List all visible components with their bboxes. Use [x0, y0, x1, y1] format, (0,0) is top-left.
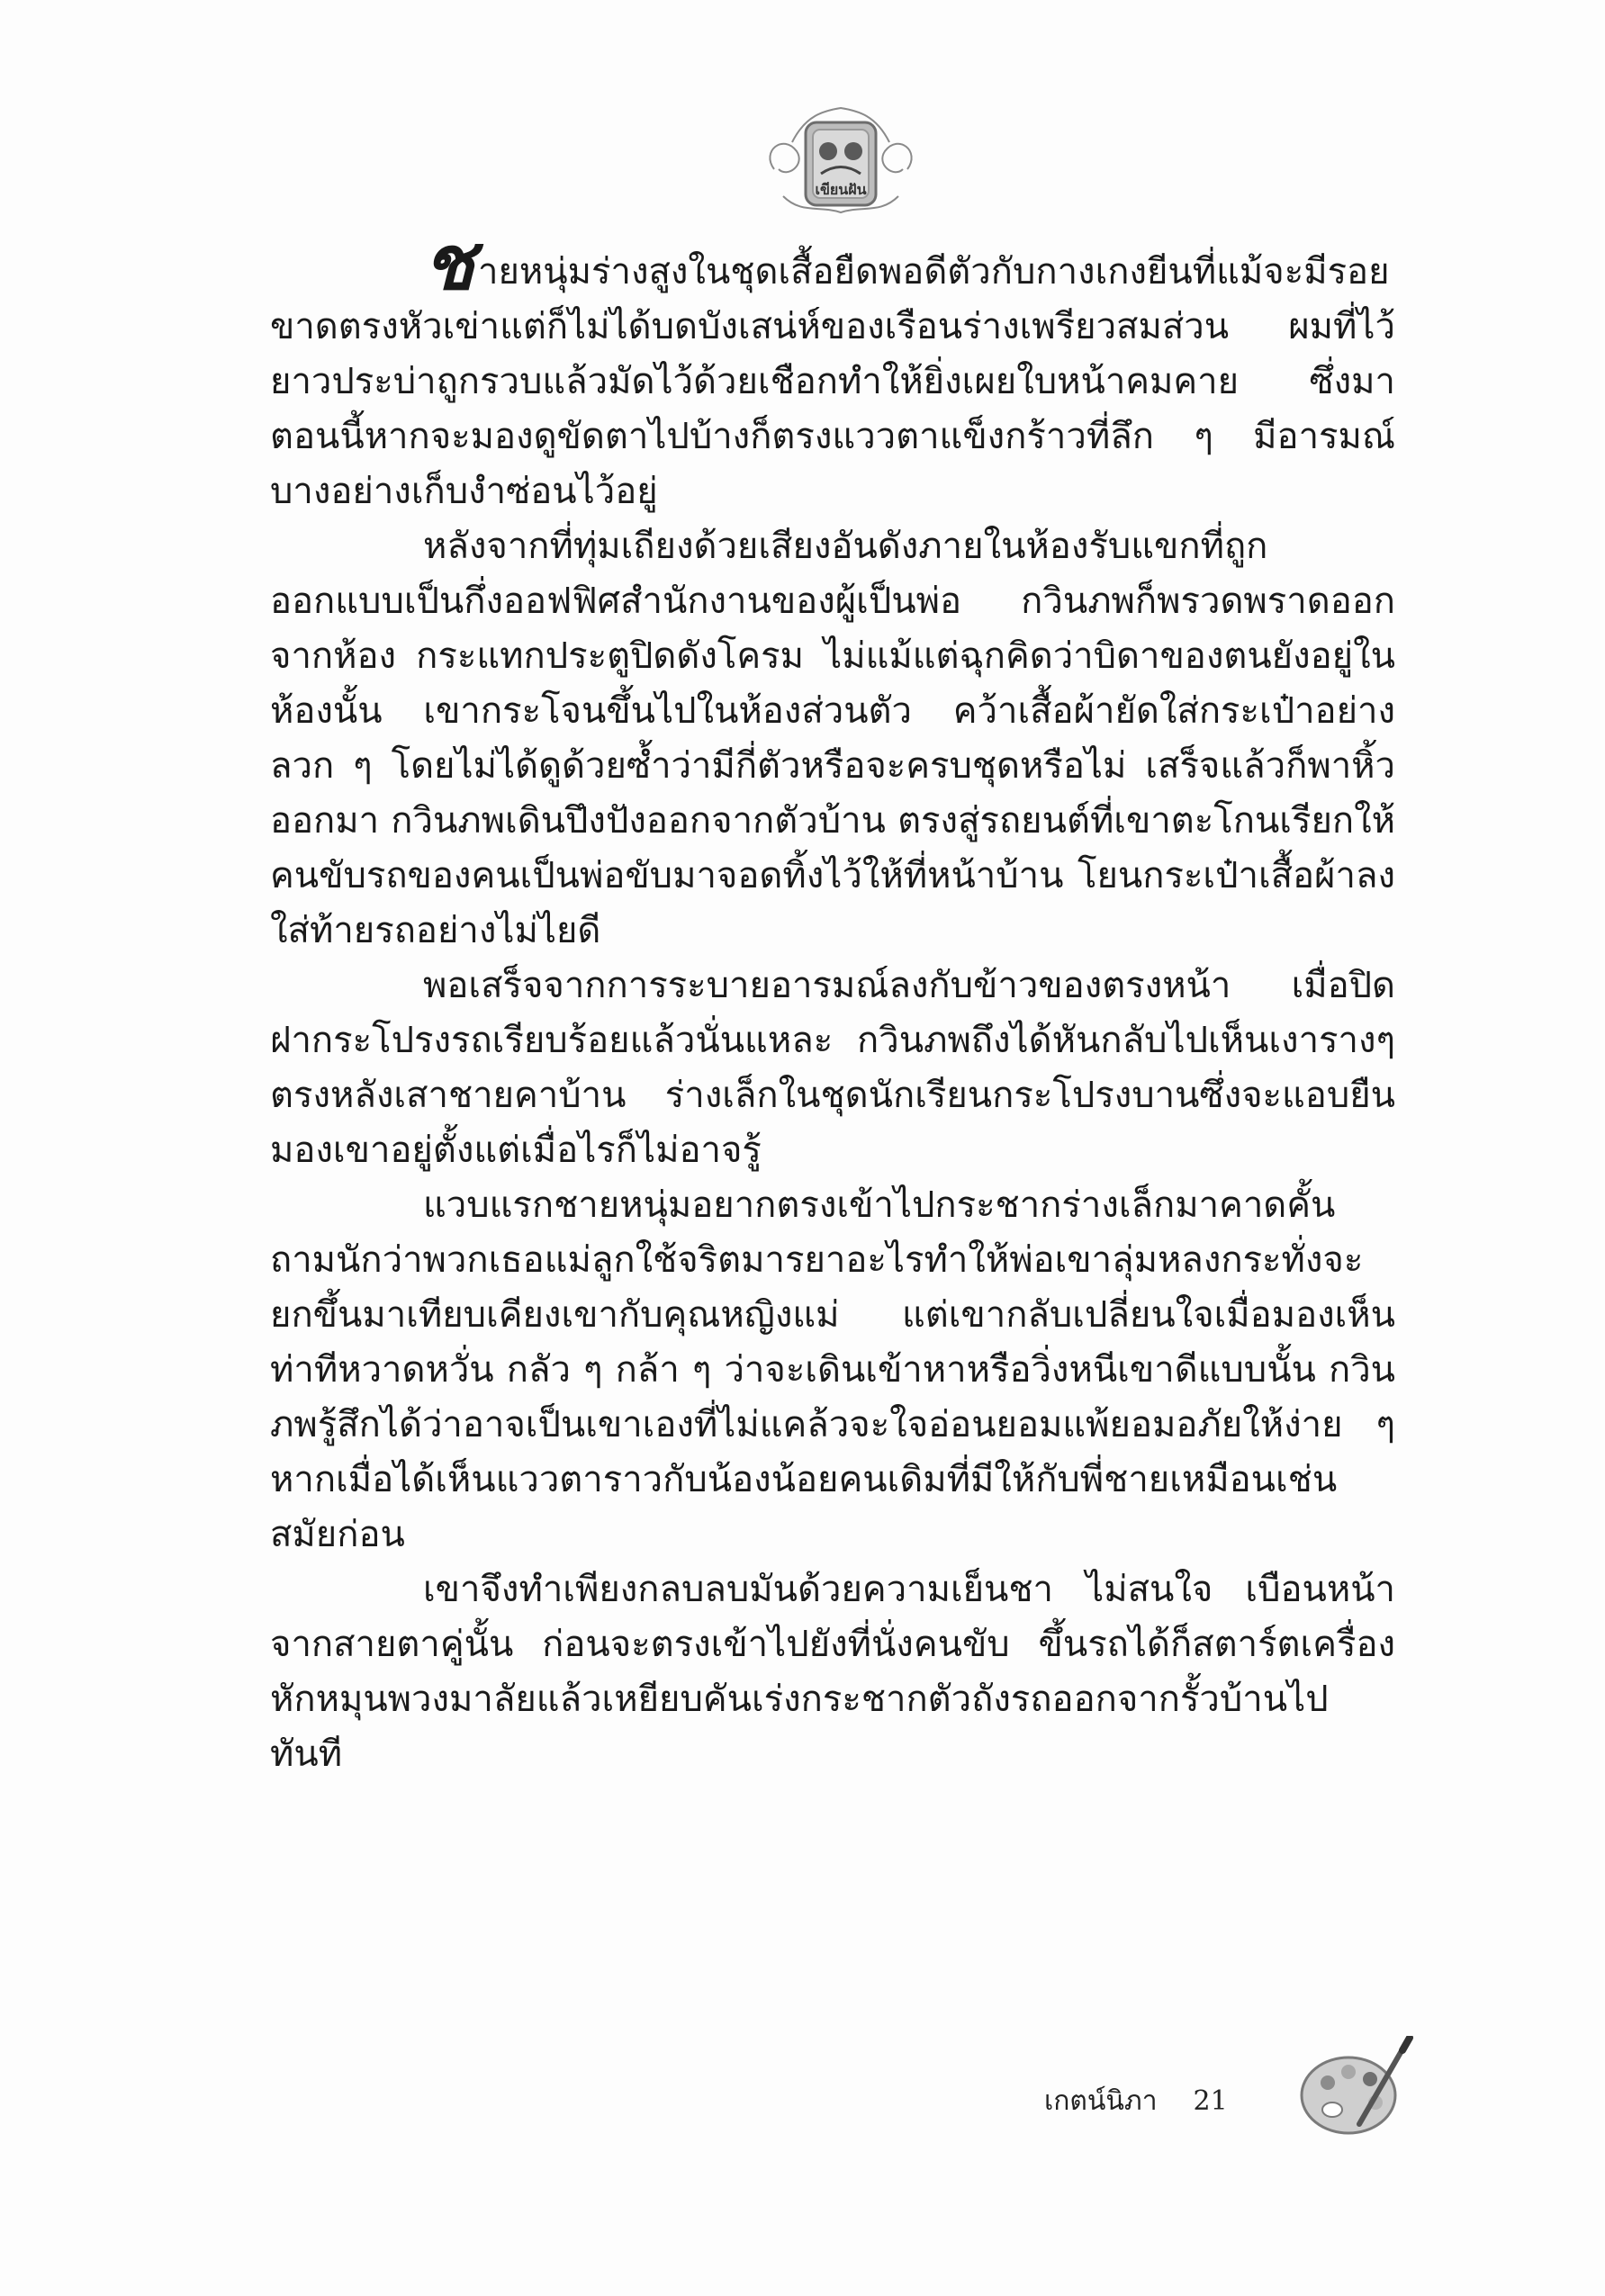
- story-paragraph-5: เขาจึงทำเพียงกลบลบมันด้วยความเย็นชา ไม่สนใจ เบือนหน้าจากสายตาคู่นั้น ก่อนจะตรงเข้าไปยังที่นั่งคนขับ ขึ้นรถได้ก็สตาร์ตเครื่องหักหมุนพวงมาลัยแล้วเหยียบคันเร่งกระชากตัวถังรถออกจากรั้วบ้านไปทันที: [270, 1569, 1395, 1775]
- story-paragraph-3: พอเสร็จจากการระบายอารมณ์ลงกับข้าวของตรงหน้า เมื่อปิดฝากระโปรงรถเรียบร้อยแล้วนั่นแหละ กวินภพถึงได้หันกลับไปเห็นเงารางๆ ตรงหลังเสาชายคาบ้าน ร่างเล็กในชุดนักเรียนกระโปรงบานซึ่งจะแอบยืนมองเขาอยู่ตั้งแต่เมื่อไรก็ไม่อาจรู้: [270, 965, 1395, 1171]
- story-body: [270, 218, 1395, 1782]
- drop-cap: ช: [423, 218, 475, 307]
- emblem-label: เขียนฝัน: [815, 181, 867, 198]
- palette-brush-icon: [1296, 2036, 1413, 2144]
- author-name: เกตน์นิภา: [1044, 2084, 1158, 2117]
- story-paragraph-4: แวบแรกชายหนุ่มอยากตรงเข้าไปกระชากร่างเล็กมาคาดคั้นถามนักว่าพวกเธอแม่ลูกใช้จริตมารยาอะไรทำให้พ่อเขาลุ่มหลงกระทั่งจะยกขึ้นมาเทียบเคียงเขากับคุณหญิงแม่ แต่เขากลับเปลี่ยนใจเมื่อมองเห็นท่าทีหวาดหวั่น กลัว ๆ กล้า ๆ ว่าจะเดินเข้าหาหรือวิ่งหนีเขาดีแบบนั้น กวินภพรู้สึกได้ว่าอาจเป็นเขาเองที่ไม่แคล้วจะใจอ่อนยอมแพ้ยอมอภัยให้ง่าย ๆ หากเมื่อได้เห็นแววตาราวกับน้องน้อยคนเดิมที่มีให้กับพี่ชายเหมือนเช่นสมัยก่อน: [270, 1184, 1395, 1555]
- paragraph-text: ายหนุ่มร่างสูงในชุดเสื้อยืดพอดีตัวกับกางเกงยีนที่แม้จะมีรอยขาดตรงหัวเข่าแต่ก็ไม่ได้บดบังเสน่ห์ของเรือนร่างเพรียวสมส่วน ผมที่ไว้ยาวประบ่าถูกรวบแล้วมัดไว้ด้วยเชือกทำให้ยิ่งเผยใบหน้าคมคาย ซึ่งมาตอนนี้หากจะมองดูขัดตาไปบ้างก็ตรงแววตาแข็งกร้าวที่ลึก ๆ มีอารมณ์บางอย่างเก็บงำซ่อนไว้อยู่: [270, 251, 1395, 512]
- story-paragraph-1: [270, 218, 1395, 519]
- ornament-emblem-icon: [756, 97, 925, 225]
- page-footer: [1044, 2074, 1278, 2128]
- story-paragraph-2: หลังจากที่ทุ่มเถียงด้วยเสียงอันดังภายในห้องรับแขกที่ถูกออกแบบเป็นกึ่งออฟฟิศสำนักงานของผู้เป็นพ่อ กวินภพก็พรวดพราดออกจากห้อง กระแทกประตูปิดดังโครม ไม่แม้แต่ฉุกคิดว่าบิดาของตนยังอยู่ในห้องนั้น เขากระโจนขึ้นไปในห้องส่วนตัว คว้าเสื้อผ้ายัดใส่กระเป๋าอย่างลวก ๆ โดยไม่ได้ดูด้วยซ้ำว่ามีกี่ตัวหรือจะครบชุดหรือไม่ เสร็จแล้วก็พาหิ้วออกมา กวินภพเดินปึงปังออกจากตัวบ้าน ตรงสู่รถยนต์ที่เขาตะโกนเรียกให้คนขับรถของคนเป็นพ่อขับมาจอดทิ้งไว้ให้ที่หน้าบ้าน โยนกระเป๋าเสื้อผ้าลงใส่ท้ายรถอย่างไม่ไยดี: [270, 526, 1395, 951]
- page-number: 21: [1193, 2084, 1228, 2117]
